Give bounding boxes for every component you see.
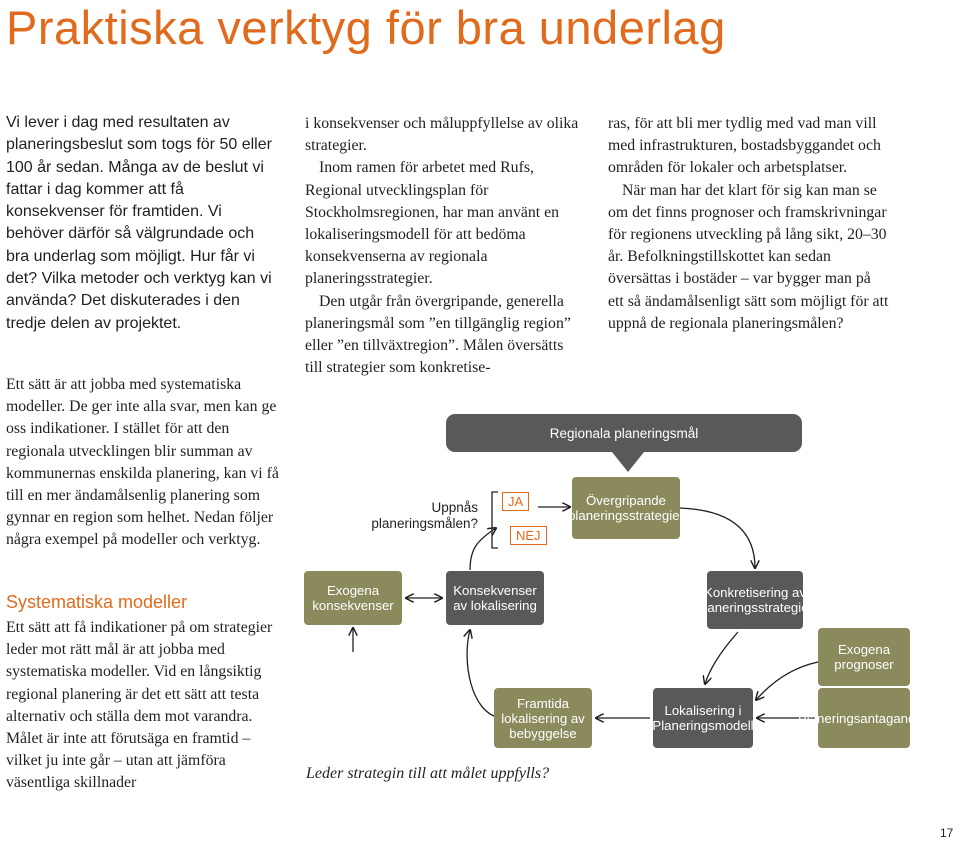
overall-strategies-box: Övergripande planeringsstrategier — [572, 477, 680, 539]
exogenous-forecasts-box: Exogena prognoser — [818, 628, 910, 686]
arrow-forecasts-to-model — [756, 662, 818, 700]
arrow-concretization-to-model — [705, 632, 738, 684]
question-bracket — [492, 492, 498, 548]
page-number: 17 — [940, 826, 954, 840]
paragraph: Den utgår från övergripande, generella planeringsmål som ”en tillgänglig region” eller ”en tillväxtregion”. Målen översätts till strategier som konkretise- — [305, 292, 571, 377]
yes-label: JA — [502, 492, 529, 511]
planning-model-box: Lokalisering i Planeringsmodell — [653, 688, 753, 748]
paragraph: i konsekvenser och måluppfyllelse av olika strategier. — [305, 115, 579, 155]
question-label: Uppnås planeringsmålen? — [371, 500, 478, 531]
concretization-box: Konkretisering av planeringsstrategier — [707, 571, 803, 629]
regional-goals-banner: Regionala planeringsmål — [446, 414, 802, 452]
lead-paragraph: Vi lever i dag med resultaten av planeringsbeslut som togs för 50 eller 100 år sedan. Många av de beslut vi fattar i dag kommer att få konsekvenser för framtiden. Vi behöver därför så välgrundade och bra underlag som möjligt. Hur får vi det? Vilka metoder och verktyg kan vi använda? Det diskuterades i den tredje delen av projektet. — [6, 114, 272, 332]
paragraph: När man har det klart för sig kan man se om det finns prognoser och framskrivningar för regionens utveckling på lång sikt, 20–30 år. Befolkningstillskottet kan sedan översättas i bostäder – var bygger man på ett så ändamålsenligt sätt som möjligt för att uppnå de regionala planeringsmålen? — [608, 181, 889, 332]
location-consequences-box: Konsekvenser av lokalisering — [446, 571, 544, 625]
paragraph: Ett sätt är att jobba med systematiska modeller. De ger inte alla svar, men kan ge oss indikationer. I stället för att den regionala utvecklingen blir summan av kommunernas enskilda planering, kan vi få till en mer ändamålsenlig planering som gynnar en region som helhet. Nedan följer några exempel på modeller och verktyg. — [6, 376, 279, 549]
no-label: NEJ — [510, 526, 547, 545]
page-title: Praktiska verktyg för bra underlag — [6, 1, 726, 54]
planning-assumptions-box: Planeringsantaganden — [818, 688, 910, 748]
paragraph: Ett sätt att få indikationer på om strategier leder mot rätt mål är att jobba med systematiska modeller. Vid en långsiktig regional planering är det ett sätt att testa alternativ och ställa dem mot varandra. Målet är inte att förutsäga en framtid – vilket ju inte går – utan att jämföra väsentliga skillnader — [6, 619, 273, 792]
future-location-box: Framtida lokalisering av bebyggelse — [494, 688, 592, 748]
subheading: Systematiska modeller — [6, 592, 188, 612]
paragraph: Inom ramen för arbetet med Rufs, Regional utvecklingsplan för Stockholmsregionen, har man använt en lokaliseringsmodell för att bedöma konsekvenserna av regionala planeringsstrategier. — [305, 159, 559, 288]
exogenous-consequences-box: Exogena konsekvenser — [304, 571, 402, 625]
diagram-caption: Leder strategin till att målet uppfylls? — [306, 765, 550, 782]
paragraph: ras, för att bli mer tydlig med vad man vill med infrastrukturen, bostadsbyggandet och områden för lokaler och arbetsplatser. — [608, 115, 881, 177]
banner-down-arrow — [612, 452, 644, 472]
arrow-strategy-to-concretization — [680, 508, 755, 568]
